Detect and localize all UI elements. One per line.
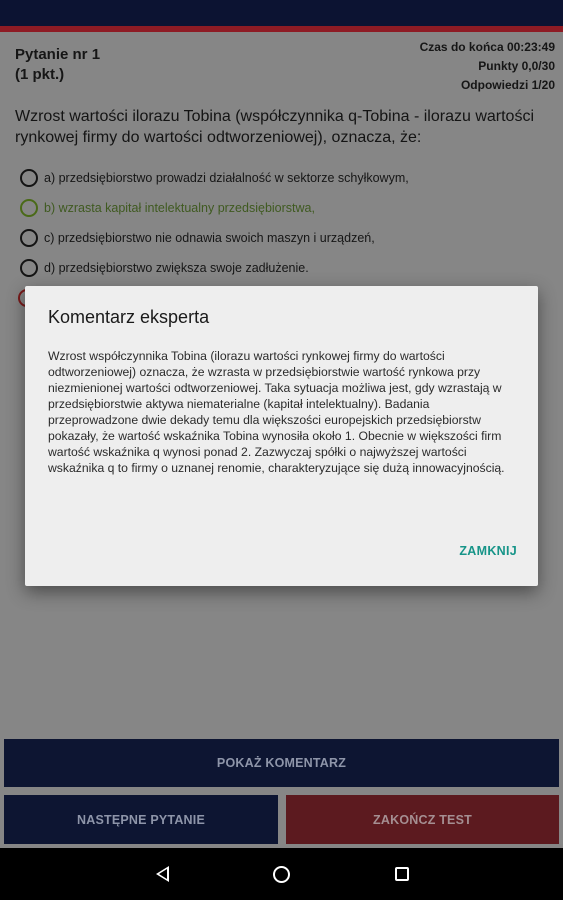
question-number: Pytanie nr 1 <box>15 46 101 63</box>
home-icon[interactable] <box>273 866 290 883</box>
radio-button[interactable] <box>20 229 38 247</box>
close-dialog-button[interactable]: ZAMKNIJ <box>459 544 517 558</box>
time-left: Czas do końca 00:23:49 <box>419 40 555 54</box>
answer-option-a[interactable] <box>20 167 409 189</box>
recent-apps-icon[interactable] <box>395 867 409 881</box>
show-comment-button[interactable]: POKAŻ KOMENTARZ <box>4 739 559 787</box>
back-icon[interactable] <box>156 866 169 882</box>
answer-label: b) wzrasta kapitał intelektualny przedsiębiorstwa, <box>44 201 315 215</box>
answer-option-c[interactable] <box>20 227 375 249</box>
app-top-bar <box>0 0 563 32</box>
answers-count: Odpowiedzi 1/20 <box>460 78 555 92</box>
radio-button[interactable] <box>20 199 38 217</box>
system-navigation-bar <box>0 848 563 900</box>
dialog-title: Komentarz eksperta <box>48 307 210 327</box>
answer-option-b[interactable] <box>20 197 315 219</box>
test-stats <box>420 38 555 95</box>
answer-label: c) przedsiębiorstwo nie odnawia swoich maszyn i urządzeń, <box>44 231 375 245</box>
end-test-button[interactable]: ZAKOŃCZ TEST <box>286 795 559 844</box>
question-text: Wzrost wartości ilorazu Tobina (współczynnika q-Tobina - ilorazu wartości rynkowej firmy do wartości odtworzeniowej), oznacza, że: <box>15 108 535 146</box>
radio-button[interactable] <box>20 259 38 277</box>
answer-label: d) przedsiębiorstwo zwiększa swoje zadłużenie. <box>44 261 309 275</box>
next-question-button[interactable]: NASTĘPNE PYTANIE <box>4 795 278 844</box>
expert-comment-dialog <box>25 286 538 586</box>
question-header <box>15 45 100 85</box>
answer-label: a) przedsiębiorstwo prowadzi działalność w sektorze schyłkowym, <box>44 171 409 185</box>
answer-option-d[interactable] <box>20 257 309 279</box>
radio-button[interactable] <box>20 169 38 187</box>
question-points: (1 pkt.) <box>15 66 65 83</box>
score: Punkty 0,0/30 <box>478 59 555 73</box>
dialog-body: Wzrost współczynnika Tobina (ilorazu wartości rynkowej firmy do wartości odtworzeniowej) oznacza, że wzrasta w przedsiębiorstwie wartość rynkowa przy niezmienionej wartości odtworzeniowej. Taka sytuacja możliwa jest, gdy wzrastają w przedsiębiorstwie aktywa niematerialne (kapitał intelektualny). Badania przeprowadzone dwie dekady temu dla większości europejskich przedsiębiorstw pokazały, że wartość wskaźnika Tobina wynosiła około 1. Obecnie w większości firm wartość wskaźnika q wynosi ponad 2. Zazwyczaj spółki o najwyższej wartości wskaźnika q to firmy o uznanej renomie, charakteryzujące się dużą innowacyjnością. <box>48 349 505 475</box>
